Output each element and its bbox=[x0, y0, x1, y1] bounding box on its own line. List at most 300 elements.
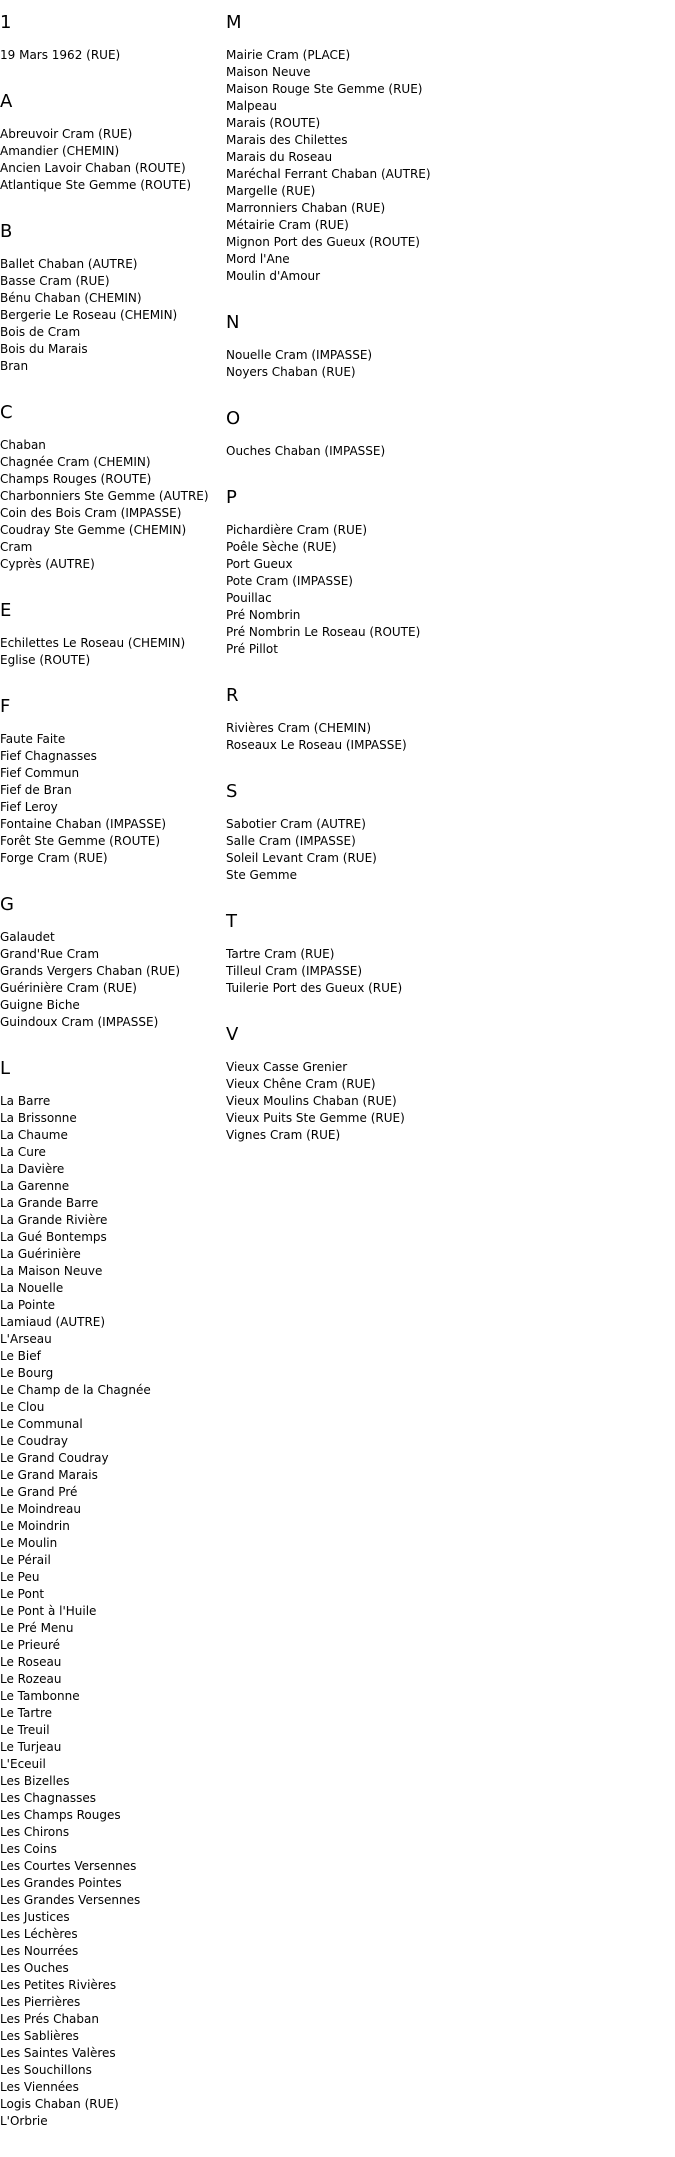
letter-section bbox=[226, 12, 666, 285]
street-list-item bbox=[226, 166, 666, 183]
street-list-item bbox=[0, 2045, 230, 2062]
street-link[interactable]: Galaudet bbox=[0, 930, 55, 944]
street-list-item bbox=[226, 1059, 666, 1076]
letter-section bbox=[226, 1024, 666, 1144]
street-list-item bbox=[0, 256, 230, 273]
letter-section bbox=[226, 487, 666, 658]
street-link[interactable]: Le Coudray bbox=[0, 1434, 69, 1448]
street-link[interactable]: Vignes Cram (RUE) bbox=[226, 1128, 341, 1142]
street-link[interactable]: Bois du Marais bbox=[0, 342, 88, 356]
street-link[interactable]: Maison Neuve bbox=[226, 65, 311, 79]
street-list-item bbox=[0, 341, 230, 358]
street-link[interactable]: Tuilerie Port des Gueux (RUE) bbox=[226, 981, 403, 995]
street-list-item bbox=[0, 1263, 230, 1280]
street-link[interactable]: Pichardière Cram (RUE) bbox=[226, 523, 368, 537]
street-link[interactable]: Forge Cram (RUE) bbox=[0, 851, 108, 865]
street-list-item bbox=[0, 1014, 230, 1031]
street-list-item bbox=[226, 816, 666, 833]
street-list bbox=[226, 816, 666, 884]
street-link[interactable]: Fief de Bran bbox=[0, 783, 72, 797]
street-list bbox=[226, 720, 666, 754]
street-list-item bbox=[0, 929, 230, 946]
street-link[interactable]: Vieux Chêne Cram (RUE) bbox=[226, 1077, 376, 1091]
street-list-item bbox=[0, 1926, 230, 1943]
street-list-item bbox=[0, 1654, 230, 1671]
street-list-item bbox=[0, 1399, 230, 1416]
street-list-item bbox=[0, 1195, 230, 1212]
street-list-item bbox=[0, 1178, 230, 1195]
section-letter-heading: F bbox=[0, 696, 11, 717]
street-link[interactable]: Fief Chagnasses bbox=[0, 749, 97, 763]
street-list-item bbox=[0, 1841, 230, 1858]
street-list-item bbox=[0, 997, 230, 1014]
street-link[interactable]: Le Roseau bbox=[0, 1655, 62, 1669]
street-link[interactable]: Bergerie Le Roseau (CHEMIN) bbox=[0, 308, 178, 322]
street-list-item bbox=[0, 1773, 230, 1790]
street-link[interactable]: Marais des Chilettes bbox=[226, 133, 348, 147]
street-link[interactable]: Malpeau bbox=[226, 99, 277, 113]
street-list-item bbox=[0, 1416, 230, 1433]
street-link[interactable]: Les Champs Rouges bbox=[0, 1808, 121, 1822]
street-link[interactable]: Métairie Cram (RUE) bbox=[226, 218, 349, 232]
street-list bbox=[0, 1093, 230, 2130]
street-list-item bbox=[0, 126, 230, 143]
street-list-item bbox=[226, 556, 666, 573]
letter-section bbox=[226, 685, 666, 754]
street-link[interactable]: Le Tambonne bbox=[0, 1689, 80, 1703]
street-link[interactable]: Le Clou bbox=[0, 1400, 45, 1414]
street-index-left-column bbox=[0, 0, 230, 2157]
street-list bbox=[0, 126, 230, 194]
street-link[interactable]: Le Moindreau bbox=[0, 1502, 81, 1516]
street-link[interactable]: Pré Nombrin bbox=[226, 608, 301, 622]
street-link[interactable]: Le Champ de la Chagnée bbox=[0, 1383, 151, 1397]
street-link[interactable]: Pré Nombrin Le Roseau (ROUTE) bbox=[226, 625, 421, 639]
street-list-item bbox=[0, 1705, 230, 1722]
street-list bbox=[226, 47, 666, 285]
street-link[interactable]: Les Souchillons bbox=[0, 2063, 92, 2077]
street-list-item bbox=[226, 573, 666, 590]
street-link[interactable]: Le Prieuré bbox=[0, 1638, 61, 1652]
street-link[interactable]: Pré Pillot bbox=[226, 642, 278, 656]
street-link[interactable]: Moulin d'Amour bbox=[226, 269, 321, 283]
letter-section bbox=[0, 12, 230, 64]
street-link[interactable]: Eglise (ROUTE) bbox=[0, 653, 91, 667]
street-link[interactable]: Guérinière Cram (RUE) bbox=[0, 981, 137, 995]
street-list-item bbox=[0, 799, 230, 816]
street-list-item bbox=[0, 1960, 230, 1977]
street-list-item bbox=[0, 1382, 230, 1399]
street-link[interactable]: Forêt Ste Gemme (ROUTE) bbox=[0, 834, 161, 848]
street-list-item bbox=[226, 443, 666, 460]
street-list-item bbox=[0, 454, 230, 471]
street-link[interactable]: Vieux Casse Grenier bbox=[226, 1060, 348, 1074]
street-list-item bbox=[226, 737, 666, 754]
section-letter-heading: A bbox=[0, 91, 13, 112]
street-list-item bbox=[0, 307, 230, 324]
street-list-item bbox=[226, 234, 666, 251]
street-link[interactable]: Le Moindrin bbox=[0, 1519, 70, 1533]
street-link[interactable]: Rivières Cram (CHEMIN) bbox=[226, 721, 371, 735]
street-link[interactable]: Les Ouches bbox=[0, 1961, 69, 1975]
street-list-item bbox=[226, 347, 666, 364]
street-list-item bbox=[0, 160, 230, 177]
street-link[interactable]: Les Saintes Valères bbox=[0, 2046, 116, 2060]
street-list-item bbox=[226, 98, 666, 115]
street-link[interactable]: Maison Rouge Ste Gemme (RUE) bbox=[226, 82, 423, 96]
street-link[interactable]: Bénu Chaban (CHEMIN) bbox=[0, 291, 142, 305]
street-index-right-column bbox=[226, 0, 666, 1171]
street-list-item bbox=[0, 1365, 230, 1382]
street-list-item bbox=[0, 1858, 230, 1875]
street-list-item bbox=[0, 1246, 230, 1263]
street-list-item bbox=[0, 782, 230, 799]
street-list-item bbox=[226, 946, 666, 963]
street-list-item bbox=[226, 963, 666, 980]
street-link[interactable]: Le Pont bbox=[0, 1587, 45, 1601]
street-link[interactable]: Les Sablières bbox=[0, 2029, 79, 2043]
street-link[interactable]: Le Grand Coudray bbox=[0, 1451, 109, 1465]
street-list-item bbox=[0, 1314, 230, 1331]
street-list-item bbox=[0, 273, 230, 290]
section-letter-heading: L bbox=[0, 1058, 11, 1079]
street-list-item bbox=[226, 590, 666, 607]
street-link[interactable]: Chagnée Cram (CHEMIN) bbox=[0, 455, 151, 469]
street-list-item bbox=[0, 1093, 230, 1110]
section-letter-heading: M bbox=[226, 12, 242, 33]
street-link[interactable]: Poêle Sèche (RUE) bbox=[226, 540, 337, 554]
street-link[interactable]: Les Chagnasses bbox=[0, 1791, 96, 1805]
street-link[interactable]: Abreuvoir Cram (RUE) bbox=[0, 127, 133, 141]
street-list-item bbox=[0, 1807, 230, 1824]
street-list-item bbox=[0, 522, 230, 539]
street-list-item bbox=[0, 963, 230, 980]
street-link[interactable]: Fief Leroy bbox=[0, 800, 58, 814]
street-link[interactable]: La Maison Neuve bbox=[0, 1264, 103, 1278]
street-list-item bbox=[0, 765, 230, 782]
street-link[interactable]: Le Grand Marais bbox=[0, 1468, 98, 1482]
street-link[interactable]: La Grande Rivière bbox=[0, 1213, 108, 1227]
section-letter-heading: E bbox=[0, 600, 12, 621]
street-list-item bbox=[0, 1875, 230, 1892]
letter-section bbox=[226, 911, 666, 997]
street-list-item bbox=[226, 1127, 666, 1144]
street-list-item bbox=[226, 268, 666, 285]
street-list-item bbox=[0, 1161, 230, 1178]
street-list-item bbox=[226, 47, 666, 64]
street-list-item bbox=[0, 539, 230, 556]
street-list-item bbox=[0, 437, 230, 454]
street-list-item bbox=[0, 731, 230, 748]
street-list-item bbox=[0, 1994, 230, 2011]
street-list bbox=[0, 256, 230, 375]
street-link[interactable]: Coin des Bois Cram (IMPASSE) bbox=[0, 506, 182, 520]
street-list-item bbox=[226, 833, 666, 850]
street-link[interactable]: Port Gueux bbox=[226, 557, 293, 571]
street-link[interactable]: Faute Faite bbox=[0, 732, 66, 746]
street-link[interactable]: Roseaux Le Roseau (IMPASSE) bbox=[226, 738, 407, 752]
street-list-item bbox=[226, 720, 666, 737]
street-link[interactable]: Les Viennées bbox=[0, 2080, 79, 2094]
street-link[interactable]: Grand'Rue Cram bbox=[0, 947, 100, 961]
street-list-item bbox=[0, 833, 230, 850]
street-list-item bbox=[0, 748, 230, 765]
street-link[interactable]: Les Grandes Pointes bbox=[0, 1876, 122, 1890]
street-link[interactable]: Pote Cram (IMPASSE) bbox=[226, 574, 353, 588]
street-link[interactable]: Les Coins bbox=[0, 1842, 57, 1856]
street-link[interactable]: Fontaine Chaban (IMPASSE) bbox=[0, 817, 167, 831]
street-list-item bbox=[226, 867, 666, 884]
street-link[interactable]: Chaban bbox=[0, 438, 46, 452]
street-link[interactable]: La Pointe bbox=[0, 1298, 56, 1312]
street-list-item bbox=[226, 200, 666, 217]
street-list-item bbox=[0, 1756, 230, 1773]
street-list-item bbox=[0, 1586, 230, 1603]
street-link[interactable]: Logis Chaban (RUE) bbox=[0, 2097, 119, 2111]
street-list bbox=[226, 946, 666, 997]
street-link[interactable]: L'Orbrie bbox=[0, 2114, 48, 2128]
street-list-item bbox=[0, 1484, 230, 1501]
section-letter-heading: N bbox=[226, 312, 240, 333]
street-link[interactable]: Les Pierrières bbox=[0, 1995, 81, 2009]
street-list-item bbox=[226, 624, 666, 641]
street-link[interactable]: Bran bbox=[0, 359, 29, 373]
street-list bbox=[226, 443, 666, 460]
street-link[interactable]: Le Bourg bbox=[0, 1366, 54, 1380]
section-letter-heading: G bbox=[0, 894, 14, 915]
street-link[interactable]: Pouillac bbox=[226, 591, 272, 605]
letter-section bbox=[0, 600, 230, 669]
street-list-item bbox=[226, 149, 666, 166]
street-list-item bbox=[0, 1229, 230, 1246]
street-link[interactable]: Le Pérail bbox=[0, 1553, 51, 1567]
street-list-item bbox=[0, 1824, 230, 1841]
street-link[interactable]: Ballet Chaban (AUTRE) bbox=[0, 257, 138, 271]
street-list bbox=[226, 1059, 666, 1144]
street-link[interactable]: Guindoux Cram (IMPASSE) bbox=[0, 1015, 159, 1029]
street-link[interactable]: Bois de Cram bbox=[0, 325, 81, 339]
street-link[interactable]: La Guérinière bbox=[0, 1247, 81, 1261]
street-link[interactable]: Les Léchères bbox=[0, 1927, 78, 1941]
street-list-item bbox=[0, 980, 230, 997]
street-list-item bbox=[0, 1348, 230, 1365]
street-list-item bbox=[226, 539, 666, 556]
street-list-item bbox=[0, 1688, 230, 1705]
street-list-item bbox=[0, 1518, 230, 1535]
street-link[interactable]: Coudray Ste Gemme (CHEMIN) bbox=[0, 523, 187, 537]
street-link[interactable]: Le Moulin bbox=[0, 1536, 58, 1550]
street-list-item bbox=[0, 177, 230, 194]
street-list bbox=[0, 437, 230, 573]
street-list-item bbox=[226, 132, 666, 149]
street-link[interactable]: La Chaume bbox=[0, 1128, 68, 1142]
street-link[interactable]: Le Peu bbox=[0, 1570, 40, 1584]
street-list-item bbox=[0, 2062, 230, 2079]
street-link[interactable]: Fief Commun bbox=[0, 766, 80, 780]
street-link[interactable]: Les Petites Rivières bbox=[0, 1978, 117, 1992]
section-letter-heading: C bbox=[0, 402, 13, 423]
street-link[interactable]: 19 Mars 1962 (RUE) bbox=[0, 48, 121, 62]
street-list-item bbox=[0, 1552, 230, 1569]
section-letter-heading: T bbox=[226, 911, 237, 932]
street-link[interactable]: Champs Rouges (ROUTE) bbox=[0, 472, 152, 486]
street-link[interactable]: Echilettes Le Roseau (CHEMIN) bbox=[0, 636, 186, 650]
street-link[interactable]: Les Bizelles bbox=[0, 1774, 70, 1788]
street-list bbox=[0, 731, 230, 867]
street-list-item bbox=[0, 652, 230, 669]
street-link[interactable]: Le Rozeau bbox=[0, 1672, 62, 1686]
section-letter-heading: R bbox=[226, 685, 239, 706]
street-link[interactable]: Tartre Cram (RUE) bbox=[226, 947, 335, 961]
street-list-item bbox=[0, 2079, 230, 2096]
street-list-item bbox=[0, 1637, 230, 1654]
street-list-item bbox=[0, 290, 230, 307]
street-link[interactable]: Le Pont à l'Huile bbox=[0, 1604, 97, 1618]
street-link[interactable]: Atlantique Ste Gemme (ROUTE) bbox=[0, 178, 192, 192]
street-link[interactable]: Charbonniers Ste Gemme (AUTRE) bbox=[0, 489, 209, 503]
street-link[interactable]: L'Eceuil bbox=[0, 1757, 46, 1771]
street-link[interactable]: Le Treuil bbox=[0, 1723, 50, 1737]
street-link[interactable]: Guigne Biche bbox=[0, 998, 80, 1012]
street-list bbox=[0, 635, 230, 669]
street-link[interactable]: Les Nourrées bbox=[0, 1944, 79, 1958]
street-list-item bbox=[0, 1671, 230, 1688]
street-link[interactable]: La Grande Barre bbox=[0, 1196, 99, 1210]
street-list-item bbox=[0, 1569, 230, 1586]
street-link[interactable]: Maréchal Ferrant Chaban (AUTRE) bbox=[226, 167, 431, 181]
street-list-item bbox=[0, 1722, 230, 1739]
street-list bbox=[226, 522, 666, 658]
street-link[interactable]: Mignon Port des Gueux (ROUTE) bbox=[226, 235, 420, 249]
street-list-item bbox=[0, 143, 230, 160]
street-link[interactable]: Vieux Moulins Chaban (RUE) bbox=[226, 1094, 397, 1108]
street-list-item bbox=[0, 1892, 230, 1909]
street-link[interactable]: Mairie Cram (PLACE) bbox=[226, 48, 351, 62]
street-list-item bbox=[0, 358, 230, 375]
street-link[interactable]: Cyprès (AUTRE) bbox=[0, 557, 95, 571]
street-link[interactable]: Cram bbox=[0, 540, 33, 554]
street-link[interactable]: La Gué Bontemps bbox=[0, 1230, 107, 1244]
street-list-item bbox=[0, 1212, 230, 1229]
street-link[interactable]: Margelle (RUE) bbox=[226, 184, 316, 198]
street-list-item bbox=[0, 1127, 230, 1144]
street-link[interactable]: Basse Cram (RUE) bbox=[0, 274, 110, 288]
street-link[interactable]: Nouelle Cram (IMPASSE) bbox=[226, 348, 373, 362]
street-list-item bbox=[0, 1450, 230, 1467]
street-link[interactable]: Le Tartre bbox=[0, 1706, 53, 1720]
street-list-item bbox=[0, 1977, 230, 1994]
street-list-item bbox=[226, 364, 666, 381]
street-link[interactable]: Grands Vergers Chaban (RUE) bbox=[0, 964, 181, 978]
street-link[interactable]: La Cure bbox=[0, 1145, 46, 1159]
street-list-item bbox=[0, 1909, 230, 1926]
street-link[interactable]: Amandier (CHEMIN) bbox=[0, 144, 120, 158]
street-link[interactable]: Les Chirons bbox=[0, 1825, 70, 1839]
street-list-item bbox=[0, 2011, 230, 2028]
letter-section bbox=[0, 696, 230, 867]
street-link[interactable]: La Nouelle bbox=[0, 1281, 64, 1295]
street-list-item bbox=[0, 471, 230, 488]
street-list-item bbox=[0, 1144, 230, 1161]
street-list-item bbox=[226, 1093, 666, 1110]
street-link[interactable]: Les Grandes Versennes bbox=[0, 1893, 141, 1907]
street-link[interactable]: Ouches Chaban (IMPASSE) bbox=[226, 444, 386, 458]
street-list-item bbox=[226, 217, 666, 234]
street-list-item bbox=[226, 641, 666, 658]
letter-section bbox=[0, 1058, 230, 2130]
street-link[interactable]: La Brissonne bbox=[0, 1111, 77, 1125]
letter-section bbox=[226, 408, 666, 460]
street-list-item bbox=[0, 1110, 230, 1127]
section-letter-heading: 1 bbox=[0, 12, 12, 33]
street-list-item bbox=[226, 980, 666, 997]
street-link[interactable]: Ancien Lavoir Chaban (ROUTE) bbox=[0, 161, 186, 175]
street-list-item bbox=[0, 47, 230, 64]
street-link[interactable]: Sabotier Cram (AUTRE) bbox=[226, 817, 366, 831]
street-link[interactable]: Les Justices bbox=[0, 1910, 70, 1924]
street-link[interactable]: Soleil Levant Cram (RUE) bbox=[226, 851, 377, 865]
street-link[interactable]: Marais (ROUTE) bbox=[226, 116, 321, 130]
letter-section bbox=[226, 312, 666, 381]
street-list-item bbox=[0, 2028, 230, 2045]
street-link[interactable]: Le Pré Menu bbox=[0, 1621, 74, 1635]
street-list-item bbox=[0, 1501, 230, 1518]
letter-section bbox=[226, 781, 666, 884]
street-link[interactable]: Mord l'Ane bbox=[226, 252, 290, 266]
street-link[interactable]: Noyers Chaban (RUE) bbox=[226, 365, 356, 379]
street-list-item bbox=[226, 81, 666, 98]
street-list-item bbox=[226, 64, 666, 81]
street-link[interactable]: La Barre bbox=[0, 1094, 51, 1108]
street-link[interactable]: Les Courtes Versennes bbox=[0, 1859, 137, 1873]
street-link[interactable]: Les Prés Chaban bbox=[0, 2012, 99, 2026]
street-list-item bbox=[0, 1603, 230, 1620]
street-list-item bbox=[0, 1535, 230, 1552]
street-link[interactable]: Le Turjeau bbox=[0, 1740, 62, 1754]
section-letter-heading: P bbox=[226, 487, 237, 508]
section-letter-heading: S bbox=[226, 781, 238, 802]
street-link[interactable]: La Garenne bbox=[0, 1179, 70, 1193]
street-list-item bbox=[0, 1620, 230, 1637]
street-list-item bbox=[0, 556, 230, 573]
street-list-item bbox=[0, 1739, 230, 1756]
letter-section bbox=[0, 221, 230, 375]
section-letter-heading: V bbox=[226, 1024, 239, 1045]
street-list-item bbox=[0, 850, 230, 867]
street-link[interactable]: Marronniers Chaban (RUE) bbox=[226, 201, 386, 215]
street-list-item bbox=[0, 1467, 230, 1484]
street-link[interactable]: La Davière bbox=[0, 1162, 65, 1176]
street-link[interactable]: Marais du Roseau bbox=[226, 150, 333, 164]
street-link[interactable]: Vieux Puits Ste Gemme (RUE) bbox=[226, 1111, 405, 1125]
street-list-item bbox=[0, 816, 230, 833]
street-list-item bbox=[0, 1280, 230, 1297]
street-link[interactable]: Le Grand Pré bbox=[0, 1485, 78, 1499]
street-link[interactable]: Le Communal bbox=[0, 1417, 83, 1431]
street-list bbox=[0, 47, 230, 64]
street-link[interactable]: Le Bief bbox=[0, 1349, 41, 1363]
street-link[interactable]: L'Arseau bbox=[0, 1332, 52, 1346]
street-link[interactable]: Salle Cram (IMPASSE) bbox=[226, 834, 356, 848]
street-list-item bbox=[226, 850, 666, 867]
street-list-item bbox=[0, 505, 230, 522]
street-list bbox=[0, 929, 230, 1031]
street-link[interactable]: Ste Gemme bbox=[226, 868, 297, 882]
letter-section bbox=[0, 894, 230, 1031]
street-link[interactable]: Tilleul Cram (IMPASSE) bbox=[226, 964, 363, 978]
street-link[interactable]: Lamiaud (AUTRE) bbox=[0, 1315, 106, 1329]
street-list-item bbox=[0, 488, 230, 505]
